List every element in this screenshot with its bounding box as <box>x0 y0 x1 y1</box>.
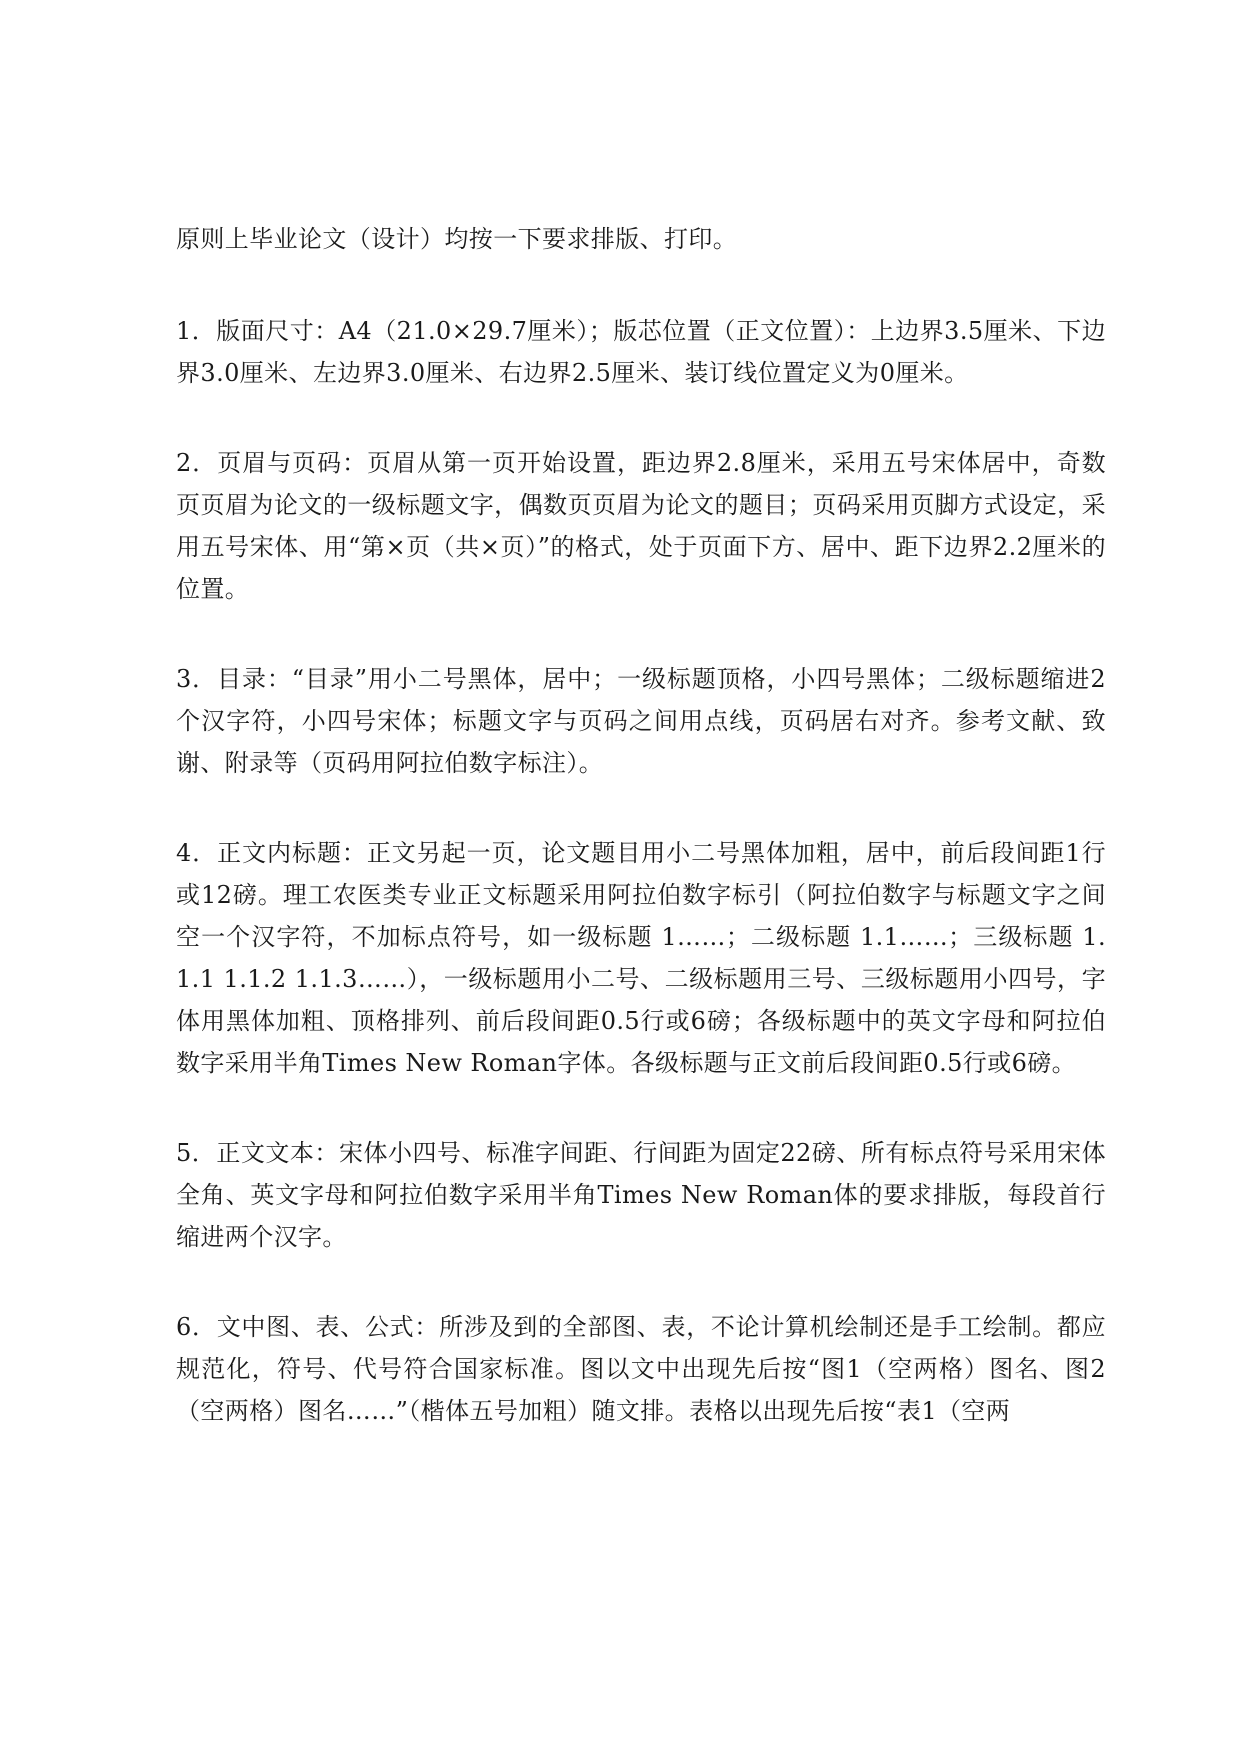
item-page-size: 1．版面尺寸：A4（21.0×29.7厘米）；版芯位置（正文位置）：上边界3.5厘米、下边界3.0厘米、左边界3.0厘米、右边界2.5厘米、装订线位置定义为0厘米。 <box>176 317 1106 387</box>
item-figures-tables-formulas: 6．文中图、表、公式：所涉及到的全部图、表，不论计算机绘制还是手工绘制。都应规范化，符号、代号符合国家标准。图以文中出现先后按“图1（空两格）图名、图2（空两格）图名……”（楷体五号加粗）随文排。表格以出现先后按“表1（空两 <box>176 1313 1106 1425</box>
item-body-text: 5．正文文本：宋体小四号、标准字间距、行间距为固定22磅、所有标点符号采用宋体全角、英文字母和阿拉伯数字采用半角Times New Roman体的要求排版，每段首行缩进两个汉字。 <box>176 1139 1106 1251</box>
intro-paragraph: 原则上毕业论文（设计）均按一下要求排版、打印。 <box>176 225 738 253</box>
item-table-of-contents: 3．目录：“目录”用小二号黑体，居中；一级标题顶格，小四号黑体；二级标题缩进2个汉字符，小四号宋体；标题文字与页码之间用点线，页码居右对齐。参考文献、致谢、附录等（页码用阿拉伯数字标注）。 <box>176 665 1106 777</box>
item-body-headings: 4．正文内标题：正文另起一页，论文题目用小二号黑体加粗，居中，前后段间距1行或12磅。理工农医类专业正文标题采用阿拉伯数字标引（阿拉伯数字与标题文字之间空一个汉字符，不加标点符号，如一级标题 1……；二级标题 1.1……；三级标题 1.1.1 1.1.2 1.1.3……），一级标题用小二号、二级标题用三号、三级标题用小四号，字体用黑体加粗、顶格排列、前后段间距0.5行或6磅；各级标题中的英文字母和阿拉伯数字采用半角Times New Roman字体。各级标题与正文前后段间距0.5行或6磅。 <box>176 839 1106 1077</box>
document-body <box>176 218 1106 1480</box>
item-header-page-number: 2．页眉与页码：页眉从第一页开始设置，距边界2.8厘米，采用五号宋体居中，奇数页页眉为论文的一级标题文字，偶数页页眉为论文的题目；页码采用页脚方式设定，采用五号宋体、用“第×页（共×页）”的格式，处于页面下方、居中、距下边界2.2厘米的位置。 <box>176 449 1106 603</box>
